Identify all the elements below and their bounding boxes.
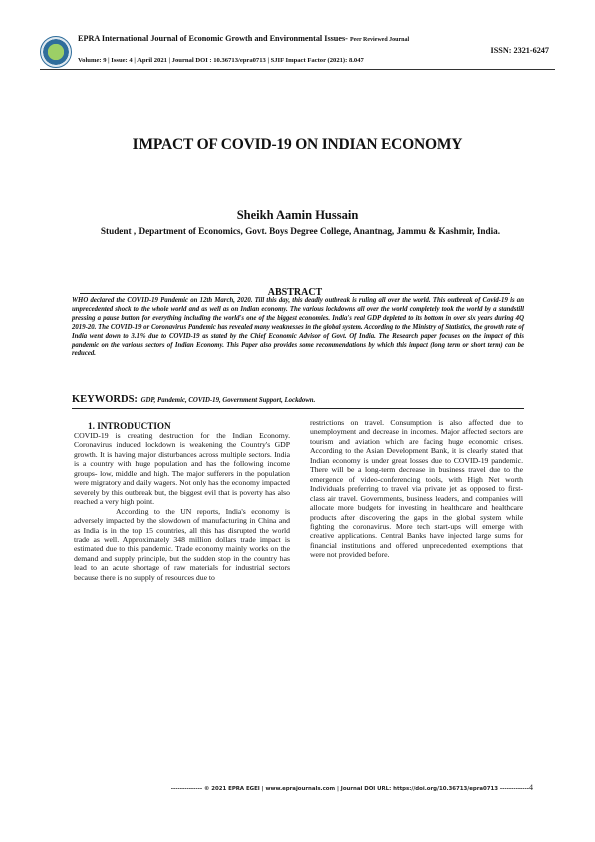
column-right bbox=[310, 418, 523, 560]
author-affiliation: Student , Department of Economics, Govt. Boys Degree College, Anantnag, Jammu & Kashmir, India. bbox=[100, 226, 501, 236]
paragraph: COVID-19 is creating destruction for the Indian Economy. Coronavirus induced lockdown is weakening the Country's GDP growth. It is having major disturbances across multiple sectors. India is a country with huge population and has the following income groups- low, middle and high. The major sufferers in the population were migratory and daily wagers. Not only has the economy impacted severely by this outbreak but, the biggest evil that is poverty has also reached a very high point. bbox=[74, 431, 290, 507]
paragraph: restrictions on travel. Consumption is also affected due to unemployment and decrease in incomes. Major affected sectors are tourism and aviation which are facing huge economic crises. According to the Asian Development Bank, it is clearly stated that Indian economy is under great losses due to COVID-19 pandemic. There will be a long-term decrease in business travel due to the emergence of video-conferencing tools, with High Net worth Individuals preferring to travel via private jet as opposed to first-class air travel. Governments, business leaders, and companies will allocate more budgets for investing in healthcare and healthcare products after discovering the gaps in the global system while fighting the coronavirus. More tech start-ups will emerge with creative applications. Central Banks have injected large sums for financial institutions and offered unprecedented exemptions that were not provided before. bbox=[310, 418, 523, 560]
peer-reviewed-label: Peer Reviewed Journal bbox=[349, 37, 410, 43]
abstract-rule-right bbox=[350, 293, 510, 294]
footer-text: -------------- © 2021 EPRA EGEI | www.eprajournals.com | Journal DOI URL: https://doi.org/10.36713/epra0713 ------------- bbox=[170, 786, 529, 792]
keywords-text: GDP, Pandemic, COVID-19, Government Support, Lockdown. bbox=[140, 397, 316, 404]
author-name: Sheikh Aamin Hussain bbox=[236, 208, 359, 222]
paper-title: IMPACT OF COVID-19 ON INDIAN ECONOMY bbox=[132, 136, 463, 153]
paragraph: According to the UN reports, India's economy is adversely impacted by the slowdown of manufacturing in China and as India is in the top 15 countries, all this has disrupted the world trade as well. Approximately 348 million dollars trade impact is estimated due to this pandemic. Trade economy mainly works on the demand and supply principle, but the sudden stop in the country has lead to an acute shortage of raw materials for industrial sectors because there is no supply of resources due to bbox=[74, 506, 290, 582]
journal-logo-icon bbox=[40, 36, 72, 68]
issn: ISSN: 2321-6247 bbox=[490, 46, 549, 55]
section-heading: 1. INTRODUCTION bbox=[88, 421, 171, 431]
page-number: 4 bbox=[529, 783, 533, 792]
journal-name: EPRA International Journal of Economic Growth and Environmental Issues- Peer Reviewed Journal bbox=[78, 34, 410, 43]
keywords-label: KEYWORDS: bbox=[72, 394, 138, 405]
abstract-heading: ABSTRACT bbox=[80, 287, 510, 298]
column-left bbox=[74, 421, 290, 582]
header-divider bbox=[40, 69, 555, 70]
keywords-divider bbox=[72, 408, 524, 409]
abstract-text: WHO declared the COVID-19 Pandemic on 12th March, 2020. Till this day, this deadly outbreak is ruling all over the world. This outbreak of Covid-19 is an unprecedented shock to the whole world and as well as on Indian economy. The various lockdowns all over the world completely took the world by a standstill pressing a pause button for everything including the world's one of the biggest economies. India's real GDP depleted to its bottom in over six years during 4Q 2019-20. The COVID-19 or Coronavirus Pandemic has revealed many weaknesses in the global system. According to the Ministry of Statistics, the growth rate of India went down to 3.1% due to COVID-19 as stated by the Chief Economic Advisor of Govt. Of India. The Research paper focuses on the impact of this pandemic on the various sectors of Indian Economy. This Paper also provides some recommendations by which this impact (long term or short term) can be reduced. bbox=[72, 297, 524, 358]
page-footer bbox=[60, 783, 533, 792]
keywords bbox=[72, 394, 315, 405]
abstract-rule-left bbox=[80, 293, 240, 294]
volume-line: Volume: 9 | Issue: 4 | April 2021 | Journal DOI : 10.36713/epra0713 | SJIF Impact Factor (2021): 8.047 bbox=[78, 57, 364, 64]
